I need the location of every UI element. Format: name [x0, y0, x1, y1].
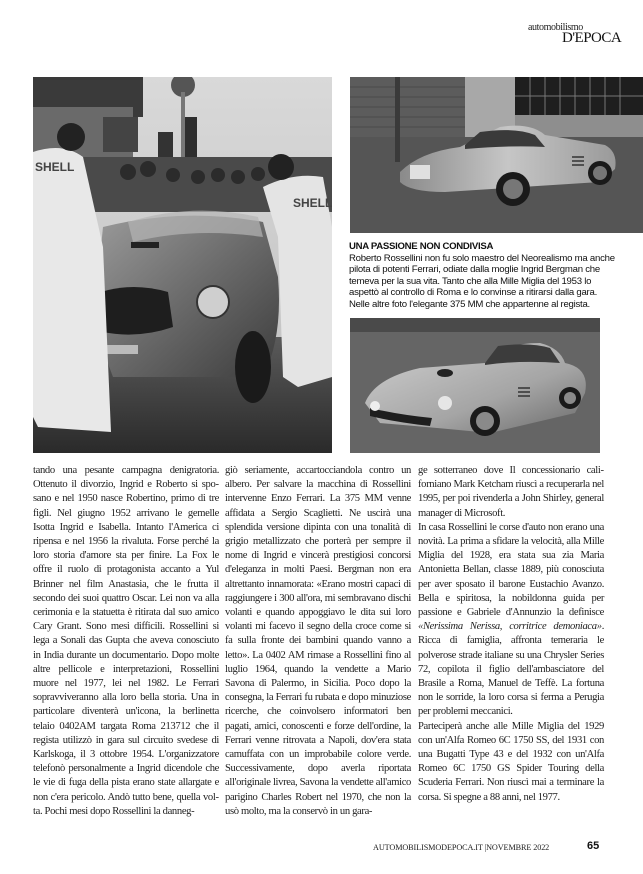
photo-top-right-image — [350, 77, 643, 233]
photo-bottom-right-image — [350, 318, 600, 453]
article-column-1 — [33, 464, 219, 819]
svg-text:SHELL: SHELL — [35, 160, 75, 174]
column-3-paragraph-1: ge sotterraneo dove Il concessionario californiano Mark Ketcham riuscì a recuperarla nel 1995, per poi rivenderla a John Shirley, general manager di Microsoft. — [418, 465, 604, 519]
magazine-masthead — [520, 22, 635, 52]
article-column-3 — [418, 464, 604, 805]
caption-text: Roberto Rossellini non fu solo maestro del Neorealismo ma anche pilota di potenti Ferrari, odiate dalla moglie Ingrid Bergman che temeva per la sua vita. Tanto che alla Mille Miglia del 1953 lo aspettò al controllo di Roma e lo convinse a ritirarsi dalla gara. Nelle altre foto l'elegante 375 MM che appartenne al regista. — [349, 252, 615, 310]
photo-375mm-front — [350, 318, 600, 453]
column-2-text: giò seriamente, accartocciandola contro un albero. Per salvare la macchina di Rossellini intervenne Enzo Ferrari. La 375 MM venne affidata a Sergio Scaglietti. Ne uscirà una splendida versione dipinta con una tonalità di grigio metallizzato che porterà per sempre il nome di Ingrid e vincerà prestigiosi concorsi d'eleganza in molti Paesi. Bergman non era altrettanto innamorata: «Erano mostri capaci di raggiungere i 300 all'ora, mi sembravano dischi volanti e quando appoggiavo le dita sui loro volanti mi facevo il segno della croce come si fa sulla fronte dei bambini quando vanno a letto». La 0402 AM rimase a Rossellini fino al luglio 1964, quando la vendette a Mario Savona di Palermo, in Sicilia. Poco dopo la consegna, la Ferrari fu rubata e dopo minuziose ricerche, che coinvolsero informatori ben pagati, amici, conoscenti e forze dell'ordine, la Ferrari venne ritrovata a Napoli, dov'era stata camuffata con un improbabile colore verde. Successivamente, dopo averla riportata all'originale livrea, Savona la vendette all'amico parigino Charles Robert nel 1970, che non la usò molto, ma la conservò in un gara- — [225, 465, 411, 817]
photo-shell-mechanics-ferrari — [33, 77, 332, 453]
photo-375mm-rear — [350, 77, 643, 233]
paragraph-2-text-b: . Ricca di famiglia, affronta temeraria le polverose strade italiane su una Chrysler Series 72, copilota il figlio dell'ambasciatore del Brasile a Roma, Manuel de Teffè. La fortuna non le sorride, la loro corsa si ferma a Perugia per problemi meccanici. — [418, 621, 604, 718]
masthead-line2: D'EPOCA — [562, 30, 622, 46]
column-1-text: tando una pesante campagna denigratoria. Ottenuto il divorzio, Ingrid e Roberto si sposano e nel 1950 nasce Robertino, primo di tre figli. Nel giugno 1952 arrivano le gemelle Isotta Ingrid e Isabella. Intanto l'America ci ripensa e nel 1956 la rivaluta. Forse perché la loro storia d'amore sta per finire. La Fox le offre il ruolo di protagonista accanto a Yul Brinner nel film Anastasia, che le frutta il secondo dei suoi quattro Oscar. Lei non va alla cerimonia e la statuetta è ritirata dal suo amico Cary Grant. Sono mesi difficili. Rossellini si lega a Sonali das Gupta che aveva conosciuto in India durante un documentario. Dopo molte altre pellicole e interpretazioni, Rossellini muore nel 1977, lei nel 1982. Le Ferrari sopravviveranno alla loro bella storia. Una in particolare diventerà un'icona, la berlinetta telaio 0402AM targata Roma 213712 che il regista utilizzò in gara sul circuito svedese di Karlskoga, il 3 ottobre 1954. L'organizzatore telefonò personalmente a Ingrid dicendole che le vie di fuga della pista erano state allargate e non c'era pericolo. Andò tutto bene, quella volta. Pochi mesi dopo Rossellini la danneg- — [33, 465, 219, 817]
page-number: 65 — [587, 840, 600, 852]
article-column-2 — [225, 464, 411, 819]
page-footer-site: AUTOMOBILISMODEPOCA.IT |NOVEMBRE 2022 — [373, 843, 550, 852]
photo-caption — [349, 241, 619, 311]
svg-text:SHELL: SHELL — [293, 196, 332, 210]
dannunzio-quote: «Nerissima Nerissa, corritrice demoniaca» — [418, 621, 602, 633]
paragraph-2-text-a: In casa Rossellini le corse d'auto non erano una novità. La prima a sfidare la velocità, alla Mille Miglia del 1928, era stata sua zia Maria Antonietta Bellan, classe 1889, più conosciuta per aver sposato il barone Eustachio Avanzo. Bella e spiritosa, la nobildonna guida per passione e Gabriele d'Annunzio la definisce — [418, 521, 604, 619]
column-3-paragraph-3: Parteciperà anche alle Mille Miglia del 1929 con un'Alfa Romeo 6C 1750 SS, del 1931 con una Bugatti Type 43 e del 1932 con un'Alfa Romeo 6C 1750 GS Spider Touring della Scuderia Ferrari. Non riuscì mai a terminare la corsa. Si spegne a 88 anni, nel 1977. — [418, 720, 604, 803]
column-3-paragraph-2 — [418, 521, 604, 720]
caption-title: UNA PASSIONE NON CONDIVISA — [349, 241, 494, 252]
masthead-line1: automobilismo — [528, 22, 583, 33]
photo-main-image — [33, 77, 332, 453]
